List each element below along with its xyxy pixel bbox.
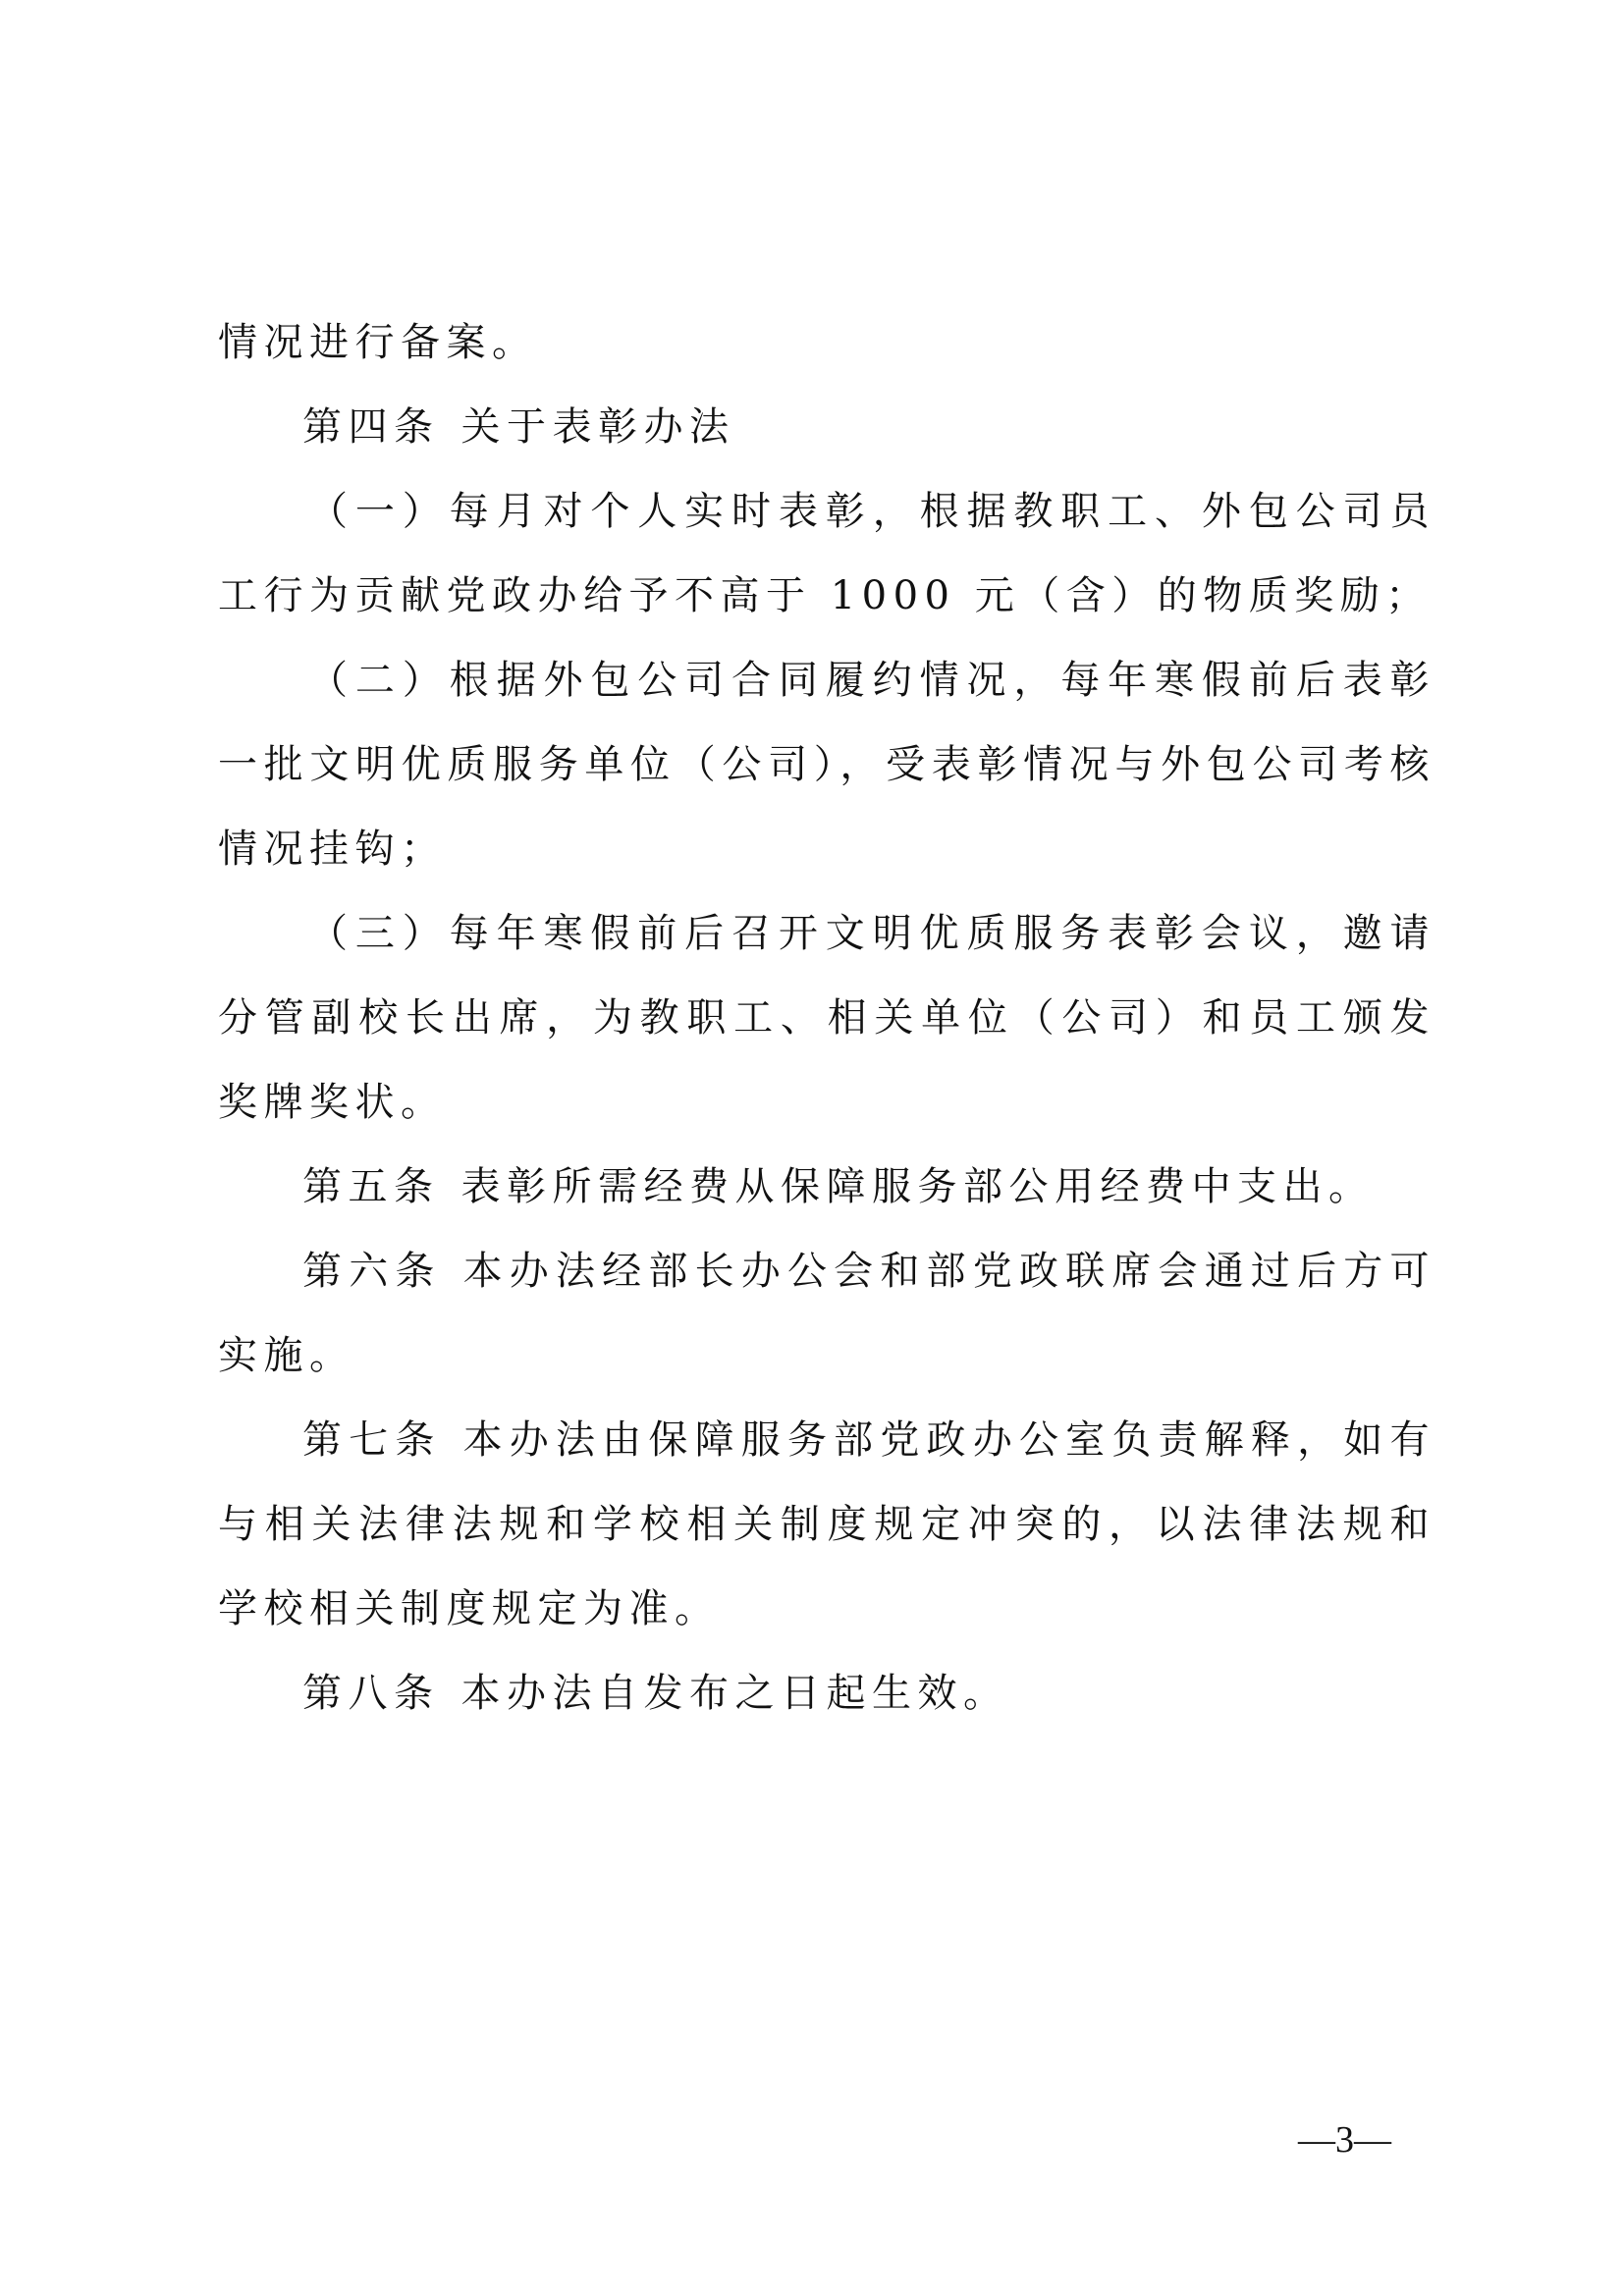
article-8 bbox=[218, 1651, 1435, 1735]
article-text: 本办法自发布之日起生效。 bbox=[460, 1671, 1009, 1716]
article-text: 本办法经部长办公会和部党政联席会通过后方可实施。 bbox=[218, 1249, 1436, 1378]
item-text: （三）每年寒假前后召开文明优质服务表彰会议，邀请分管副校长出席，为教职工、相关单位（公司）和员工颁发奖牌奖状。 bbox=[218, 911, 1435, 1125]
article-text: 本办法由保障服务部党政办公室负责解释，如有与相关法律法规和学校相关制度规定冲突的，以法律法规和学校相关制度规定为准。 bbox=[218, 1417, 1436, 1631]
article-heading: 第四条 bbox=[302, 404, 440, 450]
article-4-item-3 bbox=[218, 891, 1435, 1145]
article-4-title bbox=[218, 385, 1435, 469]
article-4-item-2 bbox=[218, 638, 1435, 891]
paragraph-text: 情况进行备案。 bbox=[218, 320, 538, 365]
article-6 bbox=[218, 1229, 1435, 1398]
article-heading: 第五条 bbox=[302, 1164, 440, 1209]
article-4-item-1 bbox=[218, 469, 1435, 638]
article-text: 关于表彰办法 bbox=[460, 404, 735, 450]
item-text: （二）根据外包公司合同履约情况，每年寒假前后表彰一批文明优质服务单位（公司），受表彰情况与外包公司考核情况挂钩； bbox=[218, 658, 1435, 872]
paragraph-continuation bbox=[218, 300, 1435, 385]
article-heading: 第六条 bbox=[302, 1249, 442, 1294]
item-text: （一）每月对个人实时表彰，根据教职工、外包公司员工行为贡献党政办给予不高于 1000 元（含）的物质奖励； bbox=[218, 489, 1435, 618]
article-7 bbox=[218, 1398, 1435, 1651]
article-text: 表彰所需经费从保障服务部公用经费中支出。 bbox=[460, 1164, 1375, 1209]
document-body bbox=[218, 300, 1435, 1735]
page-number: —3— bbox=[1298, 2119, 1391, 2161]
article-heading: 第八条 bbox=[302, 1671, 440, 1716]
article-5 bbox=[218, 1145, 1435, 1229]
article-heading: 第七条 bbox=[302, 1417, 442, 1463]
